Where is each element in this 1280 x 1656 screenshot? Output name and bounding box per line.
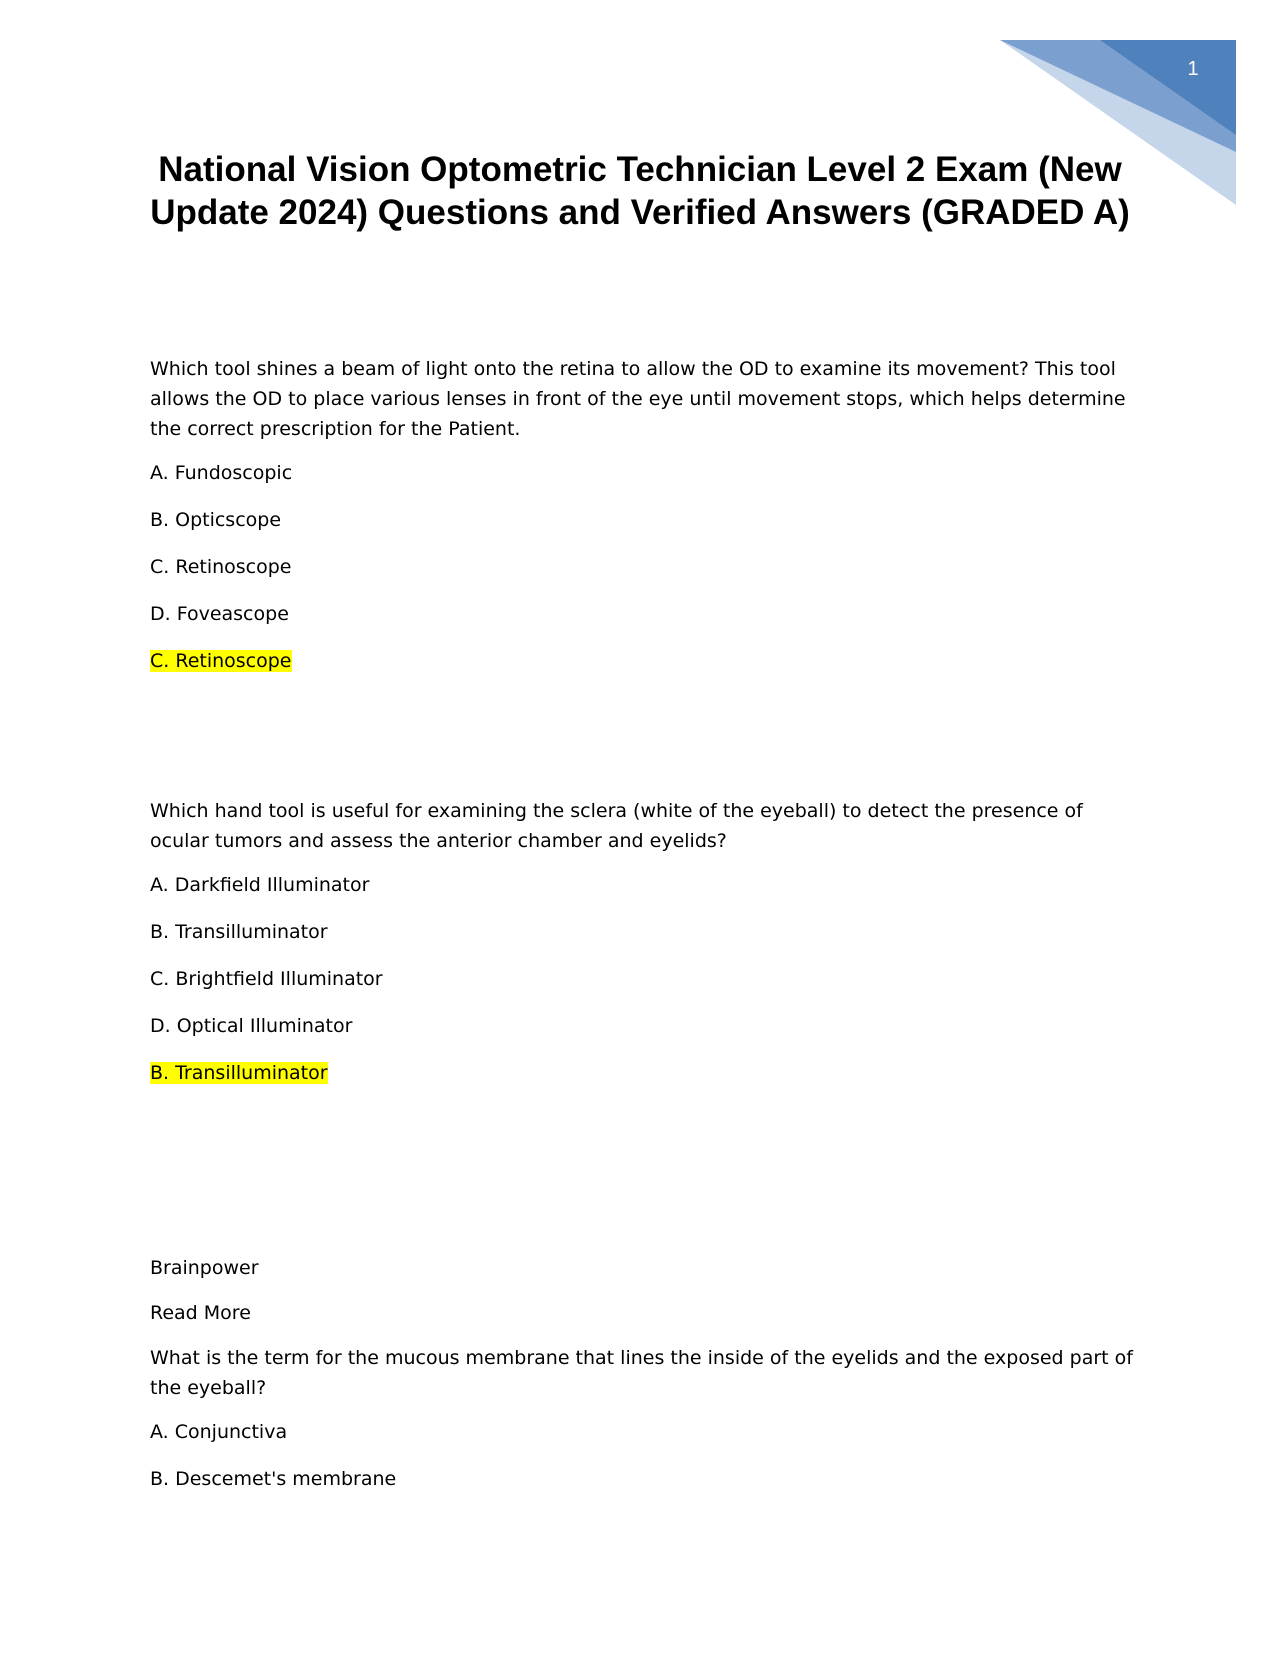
question-block <box>150 796 1140 1088</box>
option-d: D. Foveascope <box>150 603 289 625</box>
option-b: B. Descemet's membrane <box>150 1468 397 1490</box>
option-b: B. Transilluminator <box>150 921 328 943</box>
option-a: A. Fundoscopic <box>150 462 293 484</box>
document-body <box>150 354 1140 1511</box>
option-d: D. Optical Illuminator <box>150 1015 353 1037</box>
answer-highlight: B. Transilluminator <box>150 1062 328 1084</box>
question-block <box>150 1343 1140 1494</box>
option-a: A. Darkfield Illuminator <box>150 874 370 896</box>
document-title: National Vision Optometric Technician Level 2 Exam (New Update 2024) Questions and Verified Answers (GRADED A) <box>150 150 1130 232</box>
question-text: Which hand tool is useful for examining the sclera (white of the eyeball) to detect the presence of ocular tumors and assess the anterior chamber and eyelids? <box>150 800 1083 852</box>
option-c: C. Brightfield Illuminator <box>150 968 383 990</box>
question-text: What is the term for the mucous membrane that lines the inside of the eyelids and the exposed part of the eyeball? <box>150 1347 1133 1399</box>
question-block <box>150 354 1140 676</box>
read-more-link[interactable]: Read More <box>150 1302 251 1324</box>
option-c: C. Retinoscope <box>150 556 292 578</box>
page-number: 1 <box>1187 58 1199 80</box>
question-text: Which tool shines a beam of light onto the retina to allow the OD to examine its movement? This tool allows the OD to place various lenses in front of the eye until movement stops, which helps determine the correct prescription for the Patient. <box>150 358 1126 440</box>
answer-highlight: C. Retinoscope <box>150 650 292 672</box>
option-b: B. Opticscope <box>150 509 282 531</box>
option-a: A. Conjunctiva <box>150 1421 288 1443</box>
brand-text: Brainpower <box>150 1257 259 1279</box>
